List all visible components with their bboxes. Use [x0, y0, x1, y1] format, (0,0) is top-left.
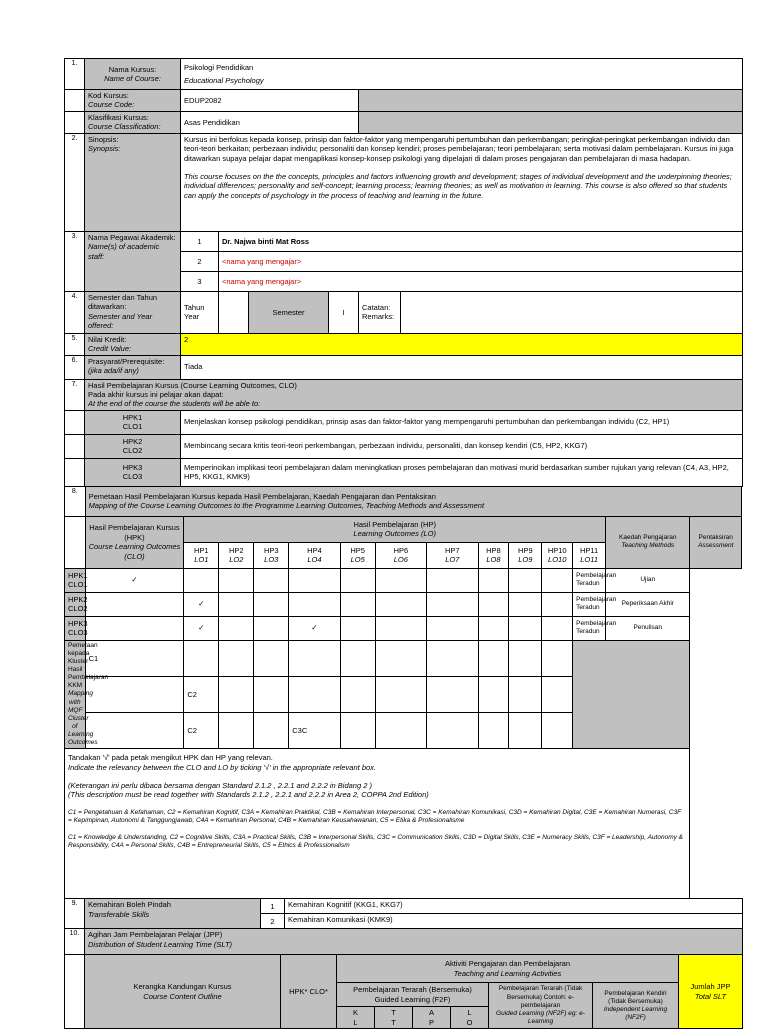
cluster-cell — [478, 640, 509, 676]
cluster-cell: C2 — [184, 676, 219, 712]
transferable-skills-table — [64, 898, 743, 929]
staff-number: 2 — [181, 251, 219, 271]
mapping-cell — [184, 616, 219, 640]
clo-text: Menjelaskan konsep psikologi pendidikan, prinsip asas dan faktor-faktor yang mempengaruhi pertumbuhan dan perkembangan individu (C2, HP1) — [181, 410, 743, 434]
mapping-cell — [509, 592, 542, 616]
cluster-cell — [219, 640, 254, 676]
academic-staff-label: Nama Pegawai Akademik: Name(s) of academic staff: — [85, 231, 181, 291]
mapping-cell — [375, 616, 426, 640]
assessment-method: Peperiksaan Akhir — [606, 592, 690, 616]
course-code-value: EDUP2082 — [181, 90, 359, 112]
section-number: 8. — [65, 486, 86, 516]
remarks-label: Catatan: Remarks: — [359, 291, 401, 333]
mapping-cell — [254, 592, 289, 616]
mapping-cell — [427, 568, 478, 592]
year-value — [219, 291, 249, 333]
cluster-cell: C3C — [289, 713, 340, 749]
course-classification-value: Asas Pendidikan — [181, 111, 359, 133]
total-slt-header: Jumlah JPP Total SLT — [679, 955, 743, 1029]
mapping-cell — [375, 592, 426, 616]
lo-column: HP7 LO7 — [427, 542, 478, 568]
independent-learning-header: Pembelajaran Kendiri (Tidak Bersemuka) Independent Learning (NF2F) — [593, 983, 679, 1029]
mapping-cell — [219, 568, 254, 592]
lo-column: HP6 LO6 — [375, 542, 426, 568]
course-info-table — [64, 58, 743, 380]
teaching-method: Pembelajaran Teradun — [573, 592, 606, 616]
cluster-cell — [340, 713, 375, 749]
mapping-cell — [340, 616, 375, 640]
clo-code: HPK2 CLO2 — [65, 592, 86, 616]
skill-number: 1 — [261, 899, 285, 914]
clo-code: HPK1 CLO1 — [85, 410, 181, 434]
slt-heading: Agihan Jam Pembelajaran Pelajar (JPP) Distribution of Student Learning Time (SLT) — [85, 929, 743, 955]
section-number: 3. — [65, 231, 85, 291]
cluster-cell — [184, 640, 219, 676]
mapping-cell — [375, 568, 426, 592]
mqf-cluster-label: Pemetaan kepada Kluster Hasil Pembelajaran KKM Mapping with MQF Cluster of Learning Outcomes — [65, 640, 86, 749]
mapping-cell — [289, 592, 340, 616]
cluster-cell — [542, 676, 573, 712]
mapping-cell — [542, 568, 573, 592]
cluster-cell — [509, 676, 542, 712]
credit-value-label: Nilai Kredit: Credit Value: — [85, 333, 181, 355]
mapping-cell — [85, 616, 184, 640]
mapping-cell — [254, 568, 289, 592]
clo-text: Memperincikan implikasi teori pembelajaran dalam meningkatkan proses pembelajaran dan motivasi murid berdasarkan sumber rujukan yang relevan (C4, A3, HP2, HP5, KKG1, KMK9) — [181, 458, 743, 486]
mapping-cell — [85, 568, 184, 592]
cluster-cell — [427, 713, 478, 749]
cluster-cell — [85, 676, 184, 712]
mapping-cell — [289, 568, 340, 592]
staff-name: Dr. Najwa binti Mat Ross — [219, 231, 743, 251]
teaching-method: Pembelajaran Teradun — [573, 616, 606, 640]
semester-value: I — [329, 291, 359, 333]
prerequisite-value: Tiada — [181, 355, 743, 379]
tick-mark: ✓ — [311, 623, 318, 633]
mapping-cell — [254, 616, 289, 640]
mapping-cell — [542, 592, 573, 616]
lo-column: HP9 LO9 — [509, 542, 542, 568]
lo-column: HP2 LO2 — [219, 542, 254, 568]
mapping-cell — [478, 616, 509, 640]
section-number: 2. — [65, 133, 85, 231]
cluster-cell — [509, 713, 542, 749]
clo-text: Membincang secara kritis teori-teori perkembangan, perbezaan individu, personaliti, dan konsep kendiri (C5, HP2, KKG7) — [181, 434, 743, 458]
semester-year-label: Semester dan Tahun ditawarkan: Semester and Year offered: — [85, 291, 181, 333]
mapping-cell — [85, 592, 184, 616]
cluster-cell — [289, 676, 340, 712]
cluster-cell — [478, 713, 509, 749]
tick-mark: ✓ — [198, 623, 205, 633]
mapping-cell — [542, 616, 573, 640]
assessment-method: Ujian — [606, 568, 690, 592]
cluster-cell — [375, 640, 426, 676]
clo-header: HPK* CLO* — [281, 955, 337, 1029]
cluster-cell — [478, 676, 509, 712]
assessment-header: Pentaksiran Assessment — [690, 516, 742, 568]
prerequisite-label: Prasyarat/Prerequisite: (jika ada/if any) — [85, 355, 181, 379]
skill-text: Kemahiran Komunikasi (KMK9) — [285, 914, 743, 929]
lo-column: HP8 LO8 — [478, 542, 509, 568]
course-name-label: Nama Kursus: Name of Course: — [85, 59, 181, 90]
guided-nf2f-header: Pembelajaran Terarah (Tidak Bersemuka) Contoh: e-pembelajaran Guided Learning (NF2F) eg: e-Learning — [489, 983, 593, 1029]
tick-mark: ✓ — [198, 599, 205, 609]
cluster-cell — [254, 713, 289, 749]
cluster-cell — [219, 713, 254, 749]
course-name-value: Psikologi Pendidikan Educational Psychology — [181, 59, 743, 90]
cluster-cell: C1 — [85, 640, 184, 676]
f2f-column: L O — [451, 1007, 489, 1029]
staff-number: 1 — [181, 231, 219, 251]
lo-column-header: Hasil Pembelajaran (HP) Learning Outcomes (LO) — [184, 516, 606, 542]
mapping-cell — [219, 616, 254, 640]
tick-mark: ✓ — [131, 575, 138, 585]
synopsis-label: Sinopsis: Synopsis: — [85, 133, 181, 231]
section-number: 1. — [65, 59, 85, 90]
clo-code: HPK1 CLO1 — [65, 568, 86, 592]
f2f-column: A P — [413, 1007, 451, 1029]
cluster-cell — [542, 640, 573, 676]
mapping-cell — [184, 568, 219, 592]
lo-column: HP1 LO1 — [184, 542, 219, 568]
cluster-cell — [85, 713, 184, 749]
tl-activities-header: Aktiviti Pengajaran dan Pembelajaran Teaching and Learning Activities — [337, 955, 679, 983]
f2f-column: K L — [337, 1007, 375, 1029]
section-number: 5. — [65, 333, 85, 355]
course-content-header: Kerangka Kandungan Kursus Course Content Outline — [85, 955, 281, 1029]
mapping-cell — [478, 592, 509, 616]
cluster-cell — [289, 640, 340, 676]
guided-f2f-header: Pembelajaran Terarah (Bersemuka) Guided Learning (F2F) — [337, 983, 489, 1007]
clo-heading: Hasil Pembelajaran Kursus (Course Learning Outcomes, CLO) Pada akhir kursus ini pelajar akan dapat: At the end of the course the students will be able to: — [85, 379, 743, 410]
mapping-cell — [289, 616, 340, 640]
mapping-cell — [340, 592, 375, 616]
course-pro-forma-sheet — [64, 58, 742, 1029]
staff-name: <nama yang mengajar> — [219, 271, 743, 291]
cluster-cell: C2 — [184, 713, 219, 749]
f2f-column: T T — [375, 1007, 413, 1029]
remarks-value — [401, 291, 743, 333]
mapping-notes: Tandakan '√' pada petak mengikut HPK dan HP yang relevan. Indicate the relevancy between the CLO and LO by ticking '√' in the appropriate relevant box. (Keterangan ini perlu dibaca bersama dengan Standard 2.1.2 , 2.2.1 and 2.2.2 in Bidang 2 ) (This description must be read together with Standards 2.1.2 , 2.2.1 and 2.2.2 in Area 2, COPPA 2nd Edition) C1 = Pengetahuan & Kefahaman, C2 = Kemahiran Kognitif, C3A = Kemahiran Praktikal, C3B = Kemahiran Interpersonal, C3C = Kemahiran Komunikasi, C3D = Kemahiran Digital, C3E = Kemahiran Numerasi, C3F = Kepimpinan, Autonomi & Tanggungjawab, C4A = Kemahiran Personal, C4B = Kemahiran Keusahawanan, C5 = Etika & Profesionalisme C1 = Knowledge & Understanding, C2 = Cognitive Skills, C3A = Practical Skills, C3B = Interpersonal Skills, C3C = Communication Skills, C3D = Digital Skills, C3E = Numeracy Skills, C3F = Leadership, Autonomy & Responsibility, C4A = Personal Skills, C4B = Entrepreneurial Skills, C5 = Ethics & Professionalism — [65, 749, 690, 899]
mapping-cell — [478, 568, 509, 592]
cluster-cell — [340, 640, 375, 676]
clo-code: HPK3 CLO3 — [85, 458, 181, 486]
clo-column-header: Hasil Pembelajaran Kursus (HPK) Course Learning Outcomes (CLO) — [85, 516, 184, 568]
lo-column: HP10 LO10 — [542, 542, 573, 568]
transferable-skills-label: Kemahiran Boleh Pindah Transferable Skills — [85, 899, 261, 929]
lo-column: HP3 LO3 — [254, 542, 289, 568]
skill-number: 2 — [261, 914, 285, 929]
mapping-cell — [184, 592, 219, 616]
cluster-cell — [427, 640, 478, 676]
section-number: 9. — [65, 899, 85, 929]
cluster-cell — [542, 713, 573, 749]
course-code-label: Kod Kursus: Course Code: — [85, 90, 181, 112]
cluster-cell — [340, 676, 375, 712]
cluster-cell — [219, 676, 254, 712]
mapping-heading: Pemetaan Hasil Pembelajaran Kursus kepada Hasil Pembelajaran, Kaedah Pengajaran dan Pentaksiran Mapping of the Course Learning Outcomes to the Programme Learning Outcomes, Teaching Methods and Assessment — [85, 486, 741, 516]
teaching-methods-header: Kaedah Pengajaran Teaching Methods — [606, 516, 690, 568]
mapping-cell — [340, 568, 375, 592]
section-number: 10. — [65, 929, 85, 955]
cluster-cell — [427, 676, 478, 712]
skill-text: Kemahiran Kognitif (KKG1, KKG7) — [285, 899, 743, 914]
course-classification-label: Klasifikasi Kursus: Course Classification: — [85, 111, 181, 133]
mapping-cell — [509, 616, 542, 640]
section-number: 7. — [65, 379, 85, 410]
staff-name: <nama yang mengajar> — [219, 251, 743, 271]
staff-number: 3 — [181, 271, 219, 291]
cluster-cell — [375, 713, 426, 749]
cluster-cell — [254, 676, 289, 712]
cluster-cell — [509, 640, 542, 676]
clo-code: HPK3 CLO3 — [65, 616, 86, 640]
lo-column: HP4 LO4 — [289, 542, 340, 568]
clo-code: HPK2 CLO2 — [85, 434, 181, 458]
teaching-method: Pembelajaran Teradun — [573, 568, 606, 592]
mapping-cell — [219, 592, 254, 616]
slt-distribution-table — [64, 928, 743, 1029]
semester-label: Semester — [249, 291, 329, 333]
section-number: 6. — [65, 355, 85, 379]
cluster-cell — [254, 640, 289, 676]
mapping-cell — [427, 592, 478, 616]
lo-column: HP5 LO5 — [340, 542, 375, 568]
assessment-method: Penulisan — [606, 616, 690, 640]
clo-lo-mapping-table — [64, 486, 742, 900]
cluster-cell — [375, 676, 426, 712]
mapping-cell — [427, 616, 478, 640]
mapping-cell — [509, 568, 542, 592]
credit-value: 2 — [181, 333, 743, 355]
synopsis-text: Kursus ini berfokus kepada konsep, prinsip dan faktor-faktor yang mempengaruhi pertumbuhan dan perkembangan; peringkat-peringkat perkembangan individu dan teori-teori berkaitan; perbezaan individu; personaliti dan konsep kendiri; proses pembelajaran; teori pembelajaran; serta motivasi dalam pembelajaran. Kursus ini juga ditawarkan supaya pelajar dapat mengaplikasi konsep-konsep psikologi yang dipelajari di dalam proses pengajaran dan pembelajaran di masa hadapan. This course focuses on the the concepts, principles and factors influencing growth and development; stages of individual development and the underpinning theories; individual differences; personality and self-concept; learning process; learning theories; as well as motivation in learning. This course is also offered so that students can apply the concepts of psychology in the process of teaching and learning in the future. — [181, 133, 743, 231]
section-number: 4. — [65, 291, 85, 333]
clo-table — [64, 379, 743, 487]
lo-column: HP11 LO11 — [573, 542, 606, 568]
year-label: Tahun Year — [181, 291, 219, 333]
